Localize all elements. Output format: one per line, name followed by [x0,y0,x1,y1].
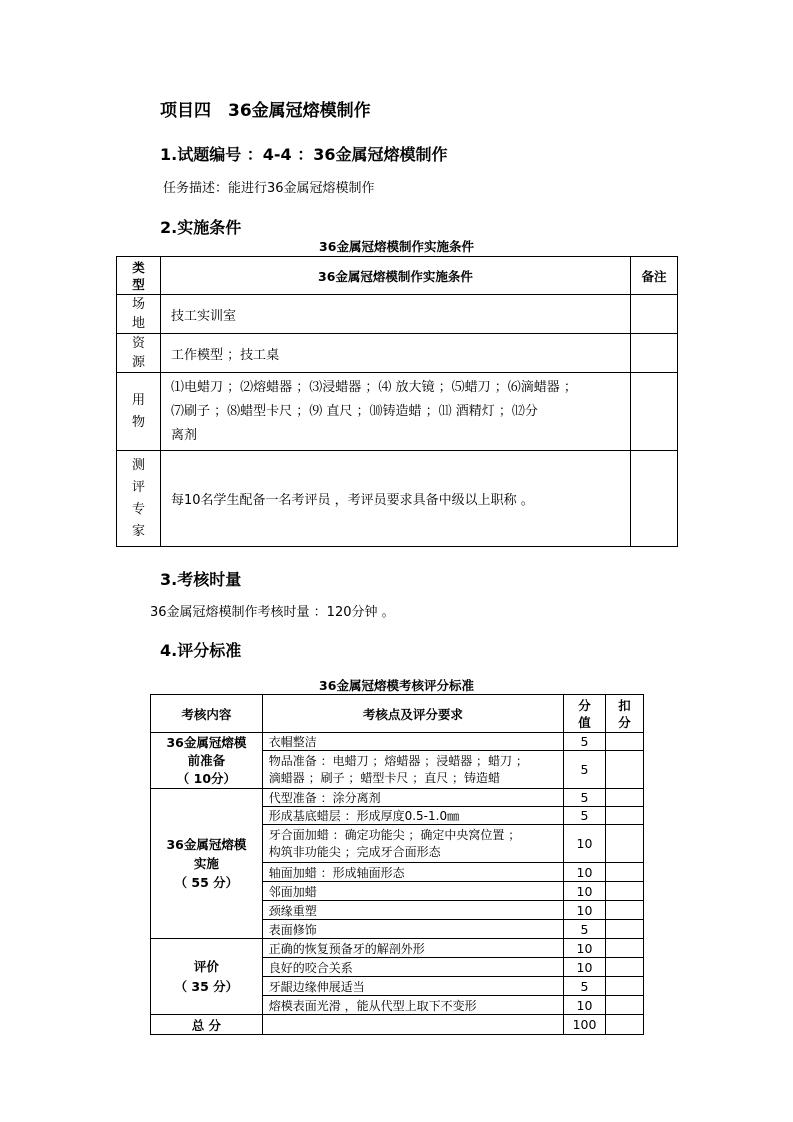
header-type: 类 型 [117,257,161,295]
item-line: 滴蜡器 ；刷子 ；蜡型卡尺 ；直尺 ；铸造蜡 [268,770,501,785]
page-title: 项目四 36金属冠熔模制作 [160,101,371,121]
header-score: 分值 [564,695,606,733]
header-points: 考核点及评分要求 [262,695,563,733]
item-deduct [606,996,644,1015]
conditions-row-resource [117,334,678,373]
item-deduct [606,901,644,920]
row-type: 场 地 [117,295,161,334]
item-deduct [606,751,644,789]
item-score: 10 [564,825,606,863]
total-score: 100 [564,1015,606,1035]
item-text: 正确的恢复预备牙的解剖外形 [262,939,563,958]
item-score: 10 [564,996,606,1015]
item-deduct [606,958,644,977]
header-deduct: 扣分 [606,695,644,733]
item-text: 牙龈边缘伸展适当 [262,977,563,996]
item-text: 轴面加蜡 ：形成轴面形态 [262,863,563,882]
row-type: 用 物 [117,373,161,451]
item-text: 表面修饰 [262,920,563,939]
item-score: 10 [564,958,606,977]
item-text: 衣帽整洁 [262,733,563,751]
item-deduct [606,825,644,863]
table-row [151,733,644,751]
table-row [151,939,644,958]
item-deduct [606,807,644,825]
scoring-header-row [151,695,644,733]
scoring-table [150,694,644,1035]
group-name-line: （ 55 分） [174,875,239,890]
table-row [151,789,644,807]
item-deduct [606,863,644,882]
total-row [151,1015,644,1035]
item-score: 10 [564,863,606,882]
row-condition: 工作模型 ；技工桌 [160,334,630,373]
conditions-row-experts [117,451,678,547]
item-line: 构筑非功能尖 ；完成牙合面形态 [268,844,441,859]
row-condition [160,373,630,451]
row-condition: 每10名学生配备一名考评员 ，考评员要求具备中级以上职称 。 [160,451,630,547]
group-prep [151,733,263,789]
supplies-line: 离剂 [170,427,197,443]
row-note [631,334,678,373]
item-deduct [606,920,644,939]
item-text: 形成基底蜡层 ：形成厚度0.5-1.0㎜ [262,807,563,825]
item-text [262,751,563,789]
supplies-line: ⑺刷子 ；⑻蜡型卡尺 ；⑼ 直尺 ；⑽铸造蜡 ；⑾ 酒精灯 ；⑿分 [170,403,538,419]
section-3-heading: 3.考核时量 [160,570,242,589]
group-name-line: 实施 [193,856,219,871]
row-condition: 技工实训室 [160,295,630,334]
row-note [631,295,678,334]
group-name-line: 36金属冠熔模 [166,734,247,750]
item-text [262,825,563,863]
item-score: 5 [564,920,606,939]
row-note [631,451,678,547]
section-2-heading: 2.实施条件 [160,218,242,237]
item-line: 牙合面加蜡 ：确定功能尖 ；确定中央窝位置 ； [268,827,521,842]
item-deduct [606,789,644,807]
header-note: 备注 [631,257,678,295]
total-label: 总 分 [151,1015,263,1035]
group-evaluation [151,939,263,1015]
item-text: 邻面加蜡 [262,882,563,901]
item-score: 10 [564,882,606,901]
total-empty [262,1015,563,1035]
item-text: 代型准备 ：涂分离剂 [262,789,563,807]
group-name-line: 评价 [193,958,219,974]
item-deduct [606,882,644,901]
conditions-table [116,256,678,547]
group-name-line: 前准备 [187,752,226,768]
total-deduct [606,1015,644,1035]
scoring-table-caption: 36金属冠熔模考核评分标准 [319,678,474,693]
item-text: 良好的咬合关系 [262,958,563,977]
conditions-table-caption: 36金属冠熔模制作实施条件 [319,239,474,254]
exam-duration: 36金属冠熔模制作考核时量 ：120分钟 。 [150,605,395,620]
item-score: 10 [564,939,606,958]
conditions-row-supplies [117,373,678,451]
item-text: 颈缘重塑 [262,901,563,920]
group-name-line: （ 35 分） [174,978,239,994]
group-name-line: （ 10分） [176,770,237,786]
row-type: 测 评 专 家 [117,451,161,547]
row-note [631,373,678,451]
task-description: 任务描述：能进行36金属冠熔模制作 [163,181,375,196]
item-score: 5 [564,789,606,807]
row-type: 资 源 [117,334,161,373]
item-score: 5 [564,807,606,825]
item-deduct [606,977,644,996]
item-score: 10 [564,901,606,920]
conditions-row-site [117,295,678,334]
item-line: 物品准备 ：电蜡刀 ；熔蜡器 ；浸蜡器 ；蜡刀 ； [268,753,528,768]
item-deduct [606,733,644,751]
group-name-line: 36金属冠熔模 [166,837,247,852]
header-conditions: 36金属冠熔模制作实施条件 [160,257,630,295]
group-implement [151,789,263,939]
supplies-line: ⑴电蜡刀 ；⑵熔蜡器 ；⑶浸蜡器 ；⑷ 放大镜 ；⑸蜡刀 ；⑹滴蜡器 ； [170,379,577,395]
section-4-heading: 4.评分标准 [160,641,242,660]
header-content: 考核内容 [151,695,263,733]
item-score: 5 [564,751,606,789]
item-score: 5 [564,733,606,751]
conditions-header-row [117,257,678,295]
item-score: 5 [564,977,606,996]
section-1-heading: 1.试题编号 ：4-4 ：36金属冠熔模制作 [160,145,448,164]
item-text: 熔模表面光滑 ，能从代型上取下不变形 [262,996,563,1015]
item-deduct [606,939,644,958]
